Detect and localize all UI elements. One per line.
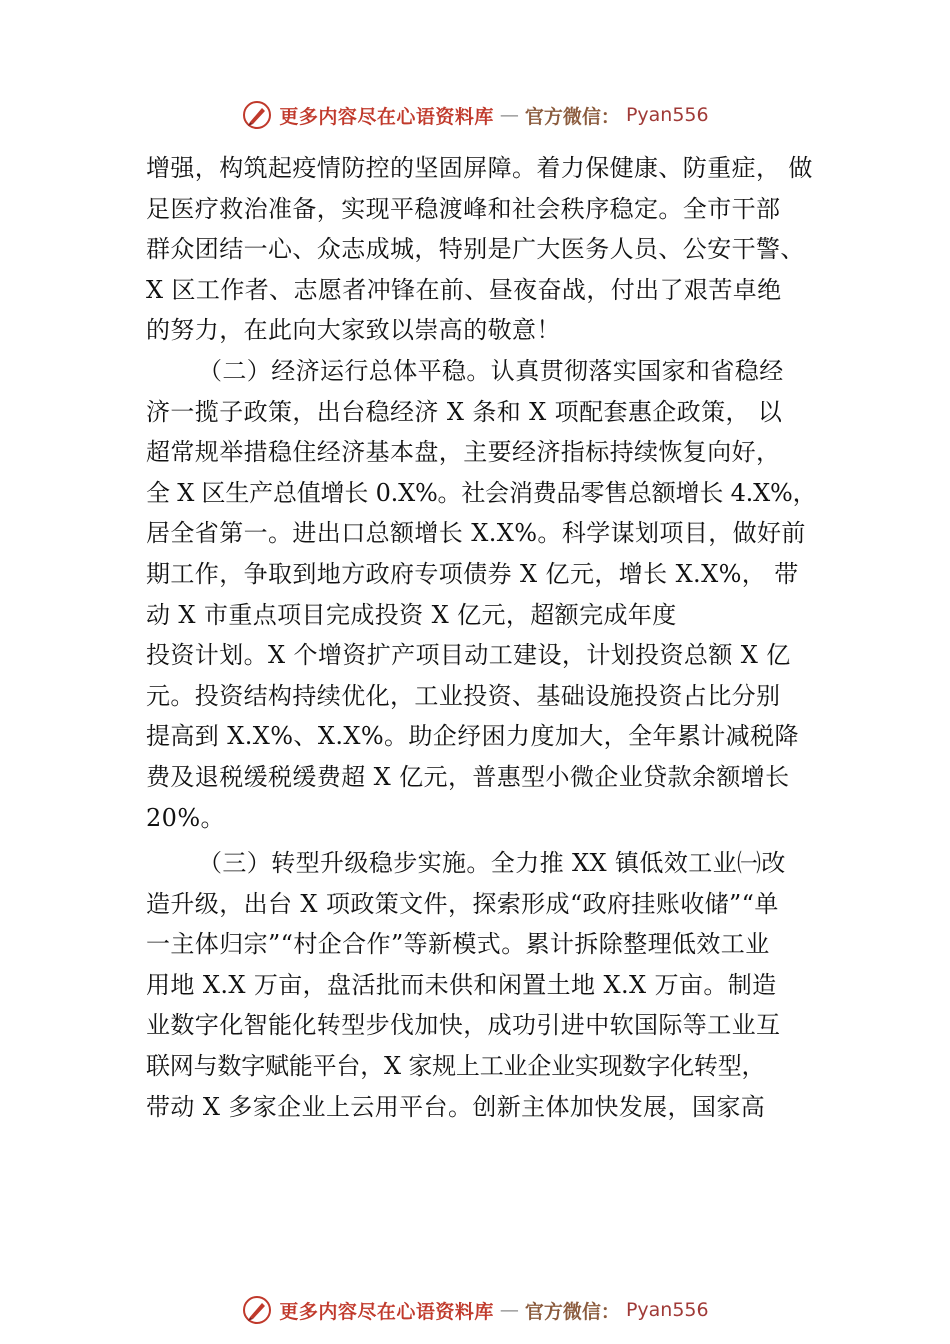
text-line: 增强，构筑起疫情防控的坚固屏障。着力保健康、防重症， 做 bbox=[146, 154, 813, 182]
text-line: 带动 X 多家企业上云用平台。创新主体加快发展，国家高 bbox=[146, 1092, 766, 1121]
watermark-main-text: 更多内容尽在心语资料库 bbox=[279, 1300, 494, 1323]
text-line: 的努力，在此向大家致以崇高的敬意！ bbox=[146, 316, 561, 345]
text-line: 群众团结一心、众志成城，特别是广大医务人员、公安干警、 bbox=[146, 235, 805, 264]
text-line: 济一揽子政策，出台稳经济 X 条和 X 项配套惠企政策， 以 bbox=[146, 397, 783, 426]
text-line: 超常规举措稳住经济基本盘，主要经济指标持续恢复向好， bbox=[146, 438, 781, 467]
text-line: 动 X 市重点项目完成投资 X 亿元，超额完成年度 bbox=[146, 600, 677, 629]
text-line: （三）转型升级稳步实施。全力推 XX 镇低效工业㈠改 bbox=[198, 849, 786, 878]
watermark-main-text: 更多内容尽在心语资料库 bbox=[279, 105, 494, 128]
watermark-wechat-label: 官方微信： bbox=[524, 105, 620, 128]
watermark-wechat-id: Pyan556 bbox=[625, 104, 709, 126]
text-line: （二）经济运行总体平稳。认真贯彻落实国家和省稳经 bbox=[198, 356, 784, 385]
text-line: X 区工作者、志愿者冲锋在前、昼夜奋战，付出了艰苦卓绝 bbox=[146, 275, 782, 304]
text-line: 全 X 区生产总值增长 0.X%。社会消费品零售总额增长 4.X%， bbox=[146, 478, 817, 507]
paragraph-economy bbox=[146, 351, 826, 838]
text-line: 20%。 bbox=[146, 803, 225, 832]
text-line: 提高到 X.X%、X.X%。助企纾困力度加大，全年累计减税降 bbox=[146, 722, 799, 751]
paragraph-transformation bbox=[146, 843, 826, 1127]
text-line: 一主体归宗”“村企合作”等新模式。累计拆除整理低效工业 bbox=[146, 930, 770, 959]
text-line: 居全省第一。进出口总额增长 X.X%。科学谋划项目，做好前 bbox=[146, 519, 806, 548]
watermark-wechat-label: 官方微信： bbox=[524, 1300, 620, 1323]
text-line: 联网与数字赋能平台，X 家规上工业企业实现数字化转型， bbox=[146, 1052, 766, 1081]
pen-logo-icon bbox=[241, 99, 273, 131]
text-line: 期工作，争取到地方政府专项债券 X 亿元，增长 X.X%， 带 bbox=[146, 559, 799, 588]
text-line: 费及退税缓税缓费超 X 亿元，普惠型小微企业贷款余额增长 bbox=[146, 762, 790, 791]
text-line: 业数字化智能化转型步伐加快，成功引进中软国际等工业互 bbox=[146, 1011, 781, 1040]
text-line: 足医疗救治准备，实现平稳渡峰和社会秩序稳定。全市干部 bbox=[146, 194, 781, 223]
watermark-wechat-id: Pyan556 bbox=[625, 1299, 709, 1321]
text-line: 造升级，出台 X 项政策文件，探索形成“政府挂账收储”“单 bbox=[146, 889, 779, 918]
text-line: 元。投资结构持续优化，工业投资、基础设施投资占比分别 bbox=[146, 681, 781, 710]
watermark-separator: — bbox=[499, 1299, 519, 1321]
footer-watermark bbox=[0, 1290, 950, 1330]
paragraph-continuation bbox=[146, 148, 826, 351]
header-watermark bbox=[0, 95, 950, 135]
document-body bbox=[146, 148, 826, 1127]
text-line: 投资计划。X 个增资扩产项目动工建设，计划投资总额 X 亿 bbox=[146, 641, 791, 670]
text-line: 用地 X.X 万亩，盘活批而未供和闲置土地 X.X 万亩。制造 bbox=[146, 970, 777, 999]
pen-logo-icon bbox=[241, 1294, 273, 1326]
watermark-separator: — bbox=[499, 104, 519, 126]
